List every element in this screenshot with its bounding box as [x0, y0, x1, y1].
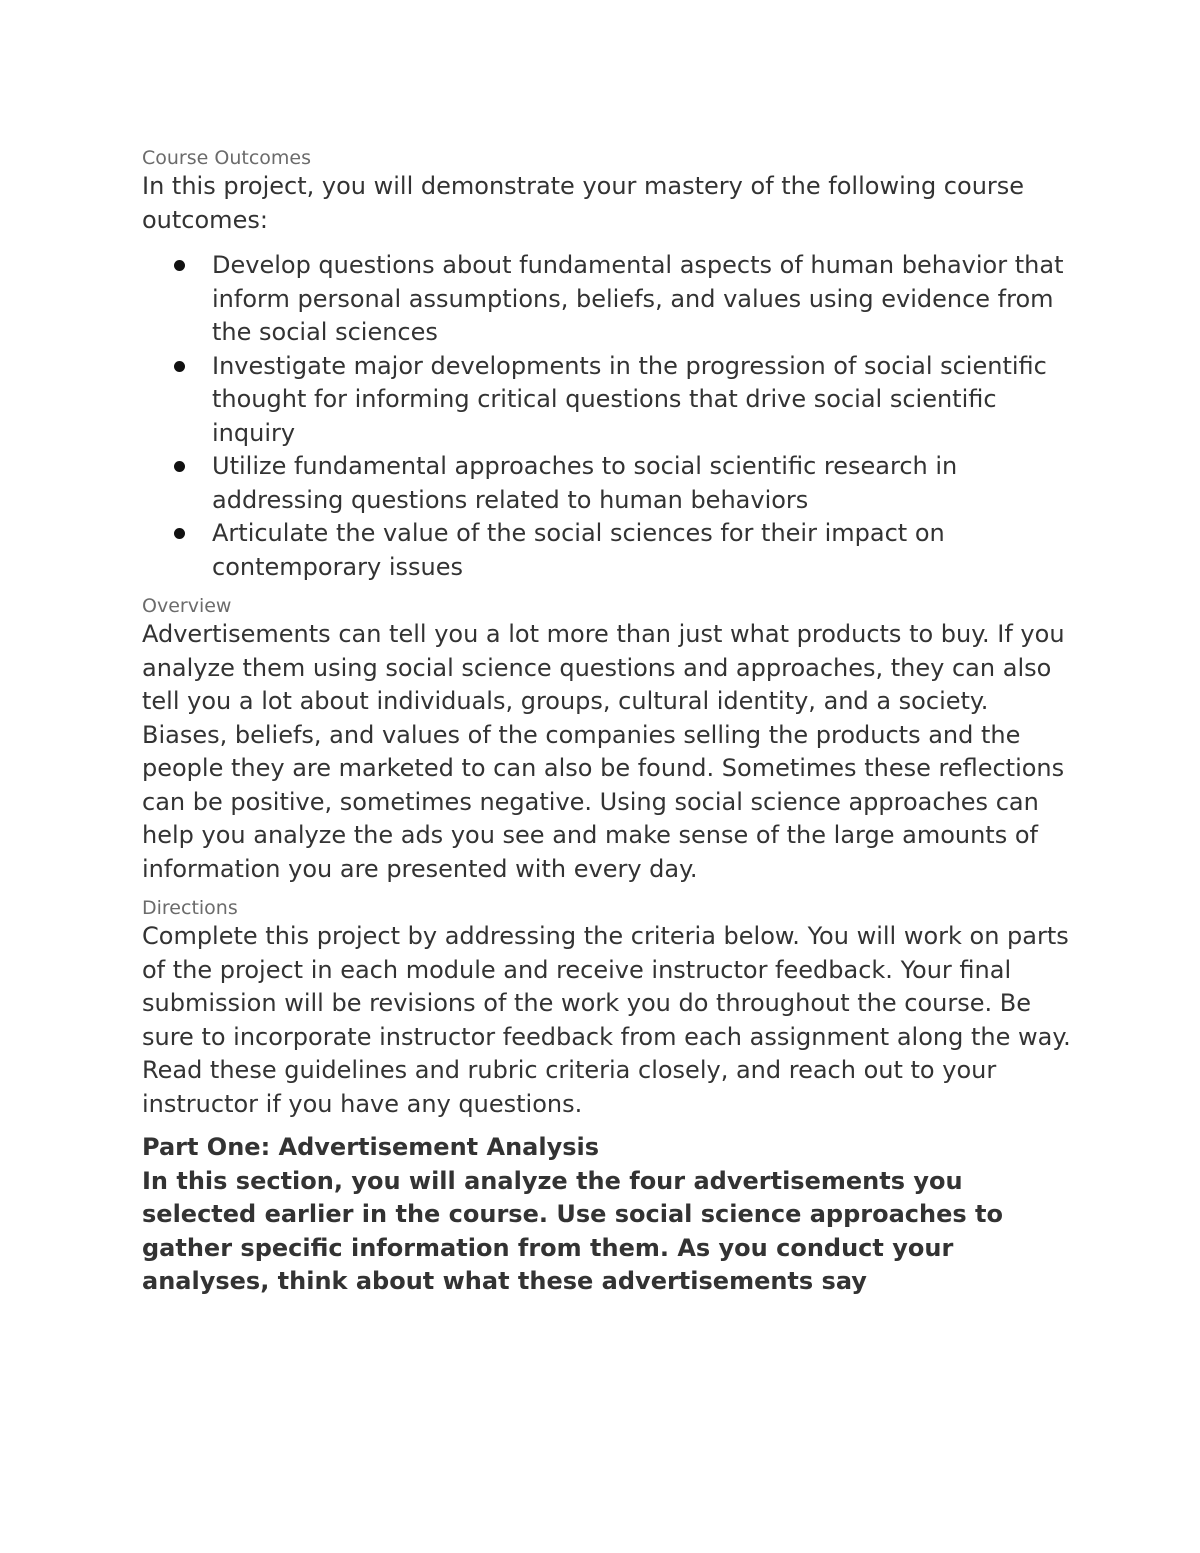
list-item [142, 249, 1072, 350]
bullet-icon [174, 528, 185, 539]
list-item [142, 350, 1072, 451]
part-one-text: In this section, you will analyze the four advertisements you selected earlier in the course. Use social science approaches to gather specific information from them. As you conduct your analyses, think about what these advertisements say [142, 1166, 1003, 1295]
course-outcomes-list [142, 249, 1072, 584]
directions-heading: Directions [142, 897, 238, 919]
part-one-heading: Part One: Advertisement Analysis [142, 1133, 600, 1161]
list-item-text: Utilize fundamental approaches to social scientific research in addressing questions related to human behaviors [212, 452, 958, 514]
overview-text: Advertisements can tell you a lot more than just what products to buy. If you analyze them using social science questions and approaches, they can also tell you a lot about individuals, groups, cultural identity, and a society. Biases, beliefs, and values of the companies selling the products and the people they are marketed to can also be found. Sometimes these reflections can be positive, sometimes negative. Using social science approaches can help you analyze the ads you see and make sense of the large amounts of information you are presented with every day. [142, 620, 1065, 883]
list-item-text: Develop questions about fundamental aspects of human behavior that inform personal assumptions, beliefs, and values using evidence from the social sciences [212, 251, 1064, 346]
bullet-icon [174, 260, 185, 271]
directions-text: Complete this project by addressing the criteria below. You will work on parts of the project in each module and receive instructor feedback. Your final submission will be revisions of the work you do throughout the course. Be sure to incorporate instructor feedback from each assignment along the way. Read these guidelines and rubric criteria closely, and reach out to your instructor if you have any questions. [142, 922, 1071, 1118]
list-item-text: Investigate major developments in the progression of social scientific thought for informing critical questions that drive social scientific inquiry [212, 351, 1047, 447]
list-item [142, 450, 1072, 517]
overview-heading: Overview [142, 595, 232, 617]
bullet-icon [174, 461, 185, 472]
course-outcomes-intro: In this project, you will demonstrate your mastery of the following course outcomes: [142, 172, 1025, 234]
list-item-text: Articulate the value of the social sciences for their impact on contemporary issues [212, 519, 945, 581]
document-page [142, 146, 1072, 1299]
list-item [142, 517, 1072, 584]
course-outcomes-heading: Course Outcomes [142, 147, 311, 169]
bullet-icon [174, 361, 185, 372]
